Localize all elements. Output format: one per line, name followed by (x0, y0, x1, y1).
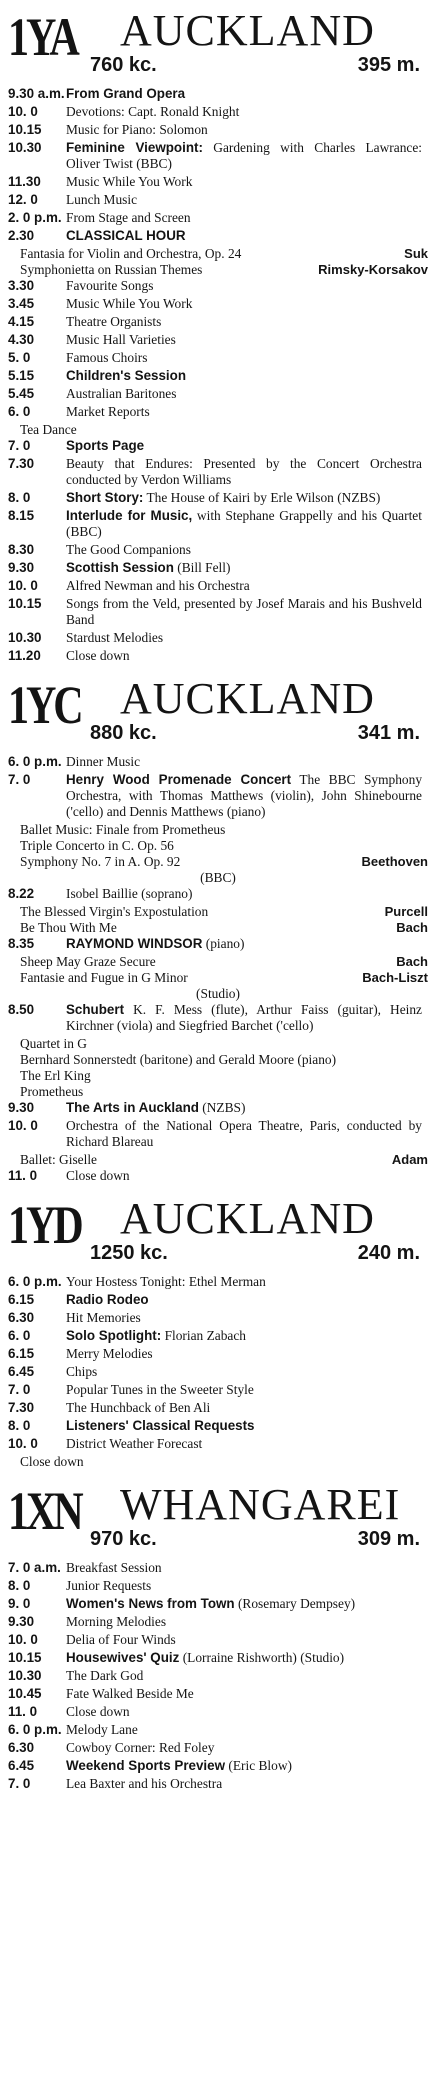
programme-description: Songs from the Veld, presented by Josef Marais and his Bushveld Band (66, 596, 422, 627)
programme-time: 9.30 (8, 1100, 35, 1115)
programme-description: From Stage and Screen (66, 210, 191, 225)
subitem-composer: Bach (396, 954, 428, 969)
programme-entry (8, 1274, 428, 1290)
programme-entry (8, 296, 428, 312)
programme-time: 8.50 (8, 1002, 35, 1017)
station-city: AUCKLAND (120, 6, 375, 55)
programme-time: 8. 0 (8, 490, 31, 505)
programme-entry (8, 278, 428, 294)
programme-entry (8, 314, 428, 330)
programme-entry (8, 1704, 428, 1720)
programme-time: 10. 0 (8, 1436, 38, 1451)
programme-description: Famous Choirs (66, 350, 148, 365)
subitem-text: Bernhard Sonnerstedt (baritone) and Gerald Moore (piano) (20, 1052, 337, 1067)
programme-entry (8, 1614, 428, 1630)
station-header (8, 6, 428, 86)
programme-entry (8, 1168, 428, 1184)
programme-entry (8, 192, 428, 208)
programme-time: 6. 0 p.m. (8, 1274, 62, 1289)
programme-subitem (8, 246, 428, 262)
programme-entry (8, 1346, 428, 1362)
programme-entry (8, 1382, 428, 1398)
programme-subitem (8, 854, 428, 870)
programme-time: 7. 0 (8, 772, 31, 787)
station-city: AUCKLAND (120, 674, 375, 723)
programme-entry (8, 1100, 428, 1116)
programme-title: CLASSICAL HOUR (66, 228, 186, 243)
programme-time: 5. 0 (8, 350, 31, 365)
programme-description: Cowboy Corner: Red Foley (66, 1740, 215, 1755)
programme-time: 6.30 (8, 1310, 35, 1325)
programme-description: Devotions: Capt. Ronald Knight (66, 104, 240, 119)
programme-time: 6.45 (8, 1364, 35, 1379)
programme-title: Solo Spotlight: (66, 1328, 162, 1343)
programme-subitem (8, 1084, 428, 1100)
programme-description: Florian Zabach (164, 1328, 246, 1343)
programme-description: Hit Memories (66, 1310, 141, 1325)
programme-time: 11. 0 (8, 1704, 38, 1719)
programme-description: (Eric Blow) (228, 1758, 292, 1773)
subitem-composer: Beethoven (361, 854, 428, 869)
subitem-text: Fantasie and Fugue in G Minor (20, 970, 188, 985)
programme-entry (8, 772, 428, 820)
programme-title: Scottish Session (66, 560, 174, 575)
programme-entry (8, 1418, 428, 1434)
programme-description: Australian Baritones (66, 386, 177, 401)
programme-time: 6.45 (8, 1758, 35, 1773)
station-header (8, 1194, 428, 1274)
programme-entry (8, 1776, 428, 1792)
programme-entry (8, 560, 428, 576)
programme-entry (8, 1686, 428, 1702)
programme-entry (8, 350, 428, 366)
programme-entry (8, 1596, 428, 1612)
programme-time: 9.30 (8, 1614, 35, 1629)
programme-entry (8, 404, 428, 420)
programme-time: 10. 0 (8, 104, 38, 119)
subitem-composer: Purcell (384, 904, 428, 919)
programme-subitem (8, 1036, 428, 1052)
programme-description: Close down (66, 1704, 130, 1719)
programme-entry (8, 1758, 428, 1774)
programme-description: Chips (66, 1364, 98, 1379)
programme-entry (8, 1722, 428, 1738)
programme-entry (8, 542, 428, 558)
station-frequency: 760 kc. (90, 54, 157, 76)
programme-description: (Rosemary Dempsey) (237, 1596, 356, 1611)
programme-time: 6.15 (8, 1346, 35, 1361)
programme-entry (8, 936, 428, 952)
programme-entry (8, 1328, 428, 1344)
programme-description: K. F. Mess (flute), Arthur Faiss (guitar), Heinz Kirchner (viola) and Siegfried Barchet ('cello) (66, 1002, 422, 1033)
programme-entry (8, 210, 428, 226)
programme-description: Popular Tunes in the Sweeter Style (66, 1382, 254, 1397)
programme-time: 4.15 (8, 314, 35, 329)
programme-description: Junior Requests (66, 1578, 152, 1593)
subitem-text: Close down (20, 1454, 84, 1469)
programme-title: Short Story: (66, 490, 144, 505)
programme-entry (8, 1364, 428, 1380)
programme-description: (Bill Fell) (177, 560, 231, 575)
subitem-text: Prometheus (20, 1084, 84, 1099)
subitem-composer: Rimsky-Korsakov (318, 262, 428, 277)
programme-title: Children's Session (66, 368, 187, 383)
programme-title: Listeners' Classical Requests (66, 1418, 255, 1433)
programme-time: 10.30 (8, 1668, 42, 1683)
programme-description: Beauty that Endures: Presented by the Concert Orchestra conducted by Verdon Williams (66, 456, 422, 487)
programme-subitem (8, 1152, 428, 1168)
programme-time: 12. 0 (8, 192, 38, 207)
programme-description: Favourite Songs (66, 278, 154, 293)
programme-description: The Good Companions (66, 542, 191, 557)
programme-description: Music While You Work (66, 296, 193, 311)
programme-title: Interlude for Music, (66, 508, 193, 523)
programme-description: Breakfast Session (66, 1560, 162, 1575)
programme-time: 3.45 (8, 296, 35, 311)
station-callsign: 1YD (8, 1195, 81, 1255)
programme-time: 6. 0 (8, 404, 31, 419)
programme-subitem (8, 422, 428, 438)
programme-source-note: (BBC) (200, 870, 236, 885)
programme-description: Orchestra of the National Opera Theatre, Paris, conducted by Richard Blareau (66, 1118, 422, 1149)
programme-time: 6. 0 p.m. (8, 1722, 62, 1737)
programme-description: Delia of Four Winds (66, 1632, 176, 1647)
subitem-text: Sheep May Graze Secure (20, 954, 156, 969)
programme-time: 10.30 (8, 630, 42, 645)
programme-entry (8, 332, 428, 348)
programme-description: Close down (66, 1168, 130, 1183)
programme-time: 11.30 (8, 174, 41, 189)
programme-description: Dinner Music (66, 754, 141, 769)
programme-subitem (8, 954, 428, 970)
programme-entry (8, 508, 428, 540)
programme-time: 8.30 (8, 542, 35, 557)
programme-description: Music for Piano: Solomon (66, 122, 208, 137)
programme-time: 5.15 (8, 368, 35, 383)
programme-description: Music Hall Varieties (66, 332, 176, 347)
programme-time: 10.15 (8, 122, 42, 137)
programme-description: (NZBS) (202, 1100, 246, 1115)
programme-subitem (8, 838, 428, 854)
programme-title: Henry Wood Promenade Concert (66, 772, 292, 787)
programme-entry (8, 228, 428, 244)
station-wavelength: 309 m. (357, 1528, 420, 1550)
programme-subitem (8, 262, 428, 278)
programme-description: Isobel Baillie (soprano) (66, 886, 193, 901)
programme-entry (8, 456, 428, 488)
programme-time: 6.30 (8, 1740, 35, 1755)
programme-time: 10. 0 (8, 1632, 38, 1647)
programme-entry (8, 490, 428, 506)
programme-time: 10. 0 (8, 578, 38, 593)
programme-title: Feminine Viewpoint: (66, 140, 203, 155)
programme-description: with Stephane Grappelly and his Quartet (BBC) (66, 508, 422, 539)
programme-entry (8, 368, 428, 384)
station-section (8, 674, 428, 1184)
programme-title: Radio Rodeo (66, 1292, 149, 1307)
programme-description: The Hunchback of Ben Ali (66, 1400, 211, 1415)
programme-description: Close down (66, 648, 130, 663)
programme-entry (8, 1650, 428, 1666)
programme-source-note: (Studio) (196, 986, 240, 1001)
subitem-text: Ballet Music: Finale from Prometheus (20, 822, 226, 837)
programme-entry (8, 1560, 428, 1576)
programme-subitem (8, 1052, 428, 1068)
station-header (8, 674, 428, 754)
programme-description: Morning Melodies (66, 1614, 167, 1629)
programme-entry (8, 174, 428, 190)
programme-time: 10.15 (8, 1650, 42, 1665)
programme-title: RAYMOND WINDSOR (66, 936, 203, 951)
programme-entry (8, 596, 428, 628)
programme-entry (8, 648, 428, 664)
programme-subitem (8, 1454, 428, 1470)
subitem-text: The Blessed Virgin's Expostulation (20, 904, 209, 919)
programme-time: 7.30 (8, 1400, 35, 1415)
station-city: AUCKLAND (120, 1194, 375, 1243)
programme-entry (8, 1310, 428, 1326)
programme-time: 3.30 (8, 278, 35, 293)
programme-subitem (8, 904, 428, 920)
programme-subitem (8, 822, 428, 838)
programme-entry (8, 1002, 428, 1034)
station-city: WHANGAREI (120, 1480, 401, 1529)
programme-time: 11.20 (8, 648, 41, 663)
station-section (8, 1480, 428, 1792)
programme-time: 7. 0 (8, 1776, 31, 1791)
programme-time: 8. 0 (8, 1418, 31, 1433)
programme-description: Theatre Organists (66, 314, 162, 329)
programme-title: Weekend Sports Preview (66, 1758, 226, 1773)
programme-time: 10.45 (8, 1686, 42, 1701)
programme-time: 9.30 a.m. (8, 86, 65, 101)
subitem-text: Fantasia for Violin and Orchestra, Op. 24 (20, 246, 242, 261)
programme-time: 7.30 (8, 456, 35, 471)
programme-time: 7. 0 (8, 1382, 31, 1397)
station-callsign: 1YA (8, 7, 77, 67)
programme-entry (8, 140, 428, 172)
programme-description: The Dark God (66, 1668, 144, 1683)
programme-description: Melody Lane (66, 1722, 138, 1737)
programme-time: 11. 0 (8, 1168, 38, 1183)
programme-description: The BBC Symphony Orchestra, with Thomas Matthews (violin), John Shinebourne ('cello) and Dennis Matthews (piano) (66, 772, 423, 819)
programme-entry (8, 86, 428, 102)
programme-description: Fate Walked Beside Me (66, 1686, 194, 1701)
programme-time: 5.45 (8, 386, 35, 401)
programme-entry (8, 104, 428, 120)
station-header (8, 1480, 428, 1560)
programme-description: Gardening with Charles Lawrance: Oliver Twist (BBC) (66, 140, 422, 171)
programme-time: 9.30 (8, 560, 35, 575)
subitem-text: The Erl King (20, 1068, 91, 1083)
programme-entry (8, 630, 428, 646)
programme-description: (piano) (205, 936, 245, 951)
programme-description: Stardust Melodies (66, 630, 164, 645)
subitem-text: Triple Concerto in C. Op. 56 (20, 838, 174, 853)
programme-description: Lea Baxter and his Orchestra (66, 1776, 223, 1791)
programme-description: Music While You Work (66, 174, 193, 189)
programme-description: District Weather Forecast (66, 1436, 203, 1451)
subitem-text: Be Thou With Me (20, 920, 117, 935)
subitem-text: Tea Dance (20, 422, 77, 437)
programme-time: 2.30 (8, 228, 35, 243)
programme-description: Lunch Music (66, 192, 138, 207)
subitem-text: Ballet: Giselle (20, 1152, 97, 1167)
programme-description: Alfred Newman and his Orchestra (66, 578, 250, 593)
subitem-composer: Bach-Liszt (362, 970, 428, 985)
programme-entry (8, 1632, 428, 1648)
subitem-text: Symphony No. 7 in A. Op. 92 (20, 854, 181, 869)
programme-entry (8, 1118, 428, 1150)
station-callsign: 1YC (8, 675, 81, 735)
programme-title: Schubert (66, 1002, 125, 1017)
programme-time: 7. 0 (8, 438, 31, 453)
programme-time: 10. 0 (8, 1118, 38, 1133)
programme-title: Housewives' Quiz (66, 1650, 180, 1665)
subitem-composer: Adam (391, 1152, 428, 1167)
programme-time: 7. 0 a.m. (8, 1560, 61, 1575)
subitem-composer: Suk (404, 246, 428, 261)
programme-time: 2. 0 p.m. (8, 210, 62, 225)
subitem-text: Symphonietta on Russian Themes (20, 262, 203, 277)
programme-time: 10.15 (8, 596, 42, 611)
programme-time: 4.30 (8, 332, 35, 347)
programme-entry (8, 1436, 428, 1452)
programme-subitem (8, 920, 428, 936)
programme-time: 8. 0 (8, 1578, 31, 1593)
programme-entry (8, 1292, 428, 1308)
programme-entry (8, 1668, 428, 1684)
station-section (8, 1194, 428, 1470)
programme-time: 6.15 (8, 1292, 35, 1307)
programme-description: Market Reports (66, 404, 150, 419)
programme-time: 6. 0 p.m. (8, 754, 62, 769)
programme-time: 9. 0 (8, 1596, 31, 1611)
programme-entry (8, 386, 428, 402)
station-frequency: 880 kc. (90, 722, 157, 744)
programme-entry (8, 886, 428, 902)
programme-time: 8.35 (8, 936, 35, 951)
programme-time: 10.30 (8, 140, 42, 155)
programme-title: From Grand Opera (66, 86, 186, 101)
programme-time: 6. 0 (8, 1328, 31, 1343)
programme-entry (8, 1740, 428, 1756)
programme-description: Merry Melodies (66, 1346, 153, 1361)
station-wavelength: 341 m. (357, 722, 420, 744)
programme-entry (8, 1400, 428, 1416)
programme-entry (8, 438, 428, 454)
programme-description: The House of Kairi by Erle Wilson (NZBS) (146, 490, 381, 505)
station-wavelength: 395 m. (357, 54, 420, 76)
programme-title: The Arts in Auckland (66, 1100, 199, 1115)
programme-time: 8.22 (8, 886, 35, 901)
programme-title: Sports Page (66, 438, 145, 453)
programme-entry (8, 1578, 428, 1594)
programme-description: Your Hostess Tonight: Ethel Merman (66, 1274, 266, 1289)
programme-title: Women's News from Town (66, 1596, 235, 1611)
programme-time: 8.15 (8, 508, 35, 523)
station-section (8, 6, 428, 664)
programme-entry (8, 122, 428, 138)
station-frequency: 1250 kc. (90, 1242, 168, 1264)
subitem-text: Quartet in G (20, 1036, 87, 1051)
programme-subitem (8, 970, 428, 986)
programme-subitem (8, 1068, 428, 1084)
station-frequency: 970 kc. (90, 1528, 157, 1550)
programme-entry (8, 578, 428, 594)
programme-entry (8, 754, 428, 770)
station-wavelength: 240 m. (357, 1242, 420, 1264)
station-callsign: 1XN (8, 1481, 81, 1541)
programme-description: (Lorraine Rishworth) (Studio) (182, 1650, 345, 1665)
subitem-composer: Bach (396, 920, 428, 935)
